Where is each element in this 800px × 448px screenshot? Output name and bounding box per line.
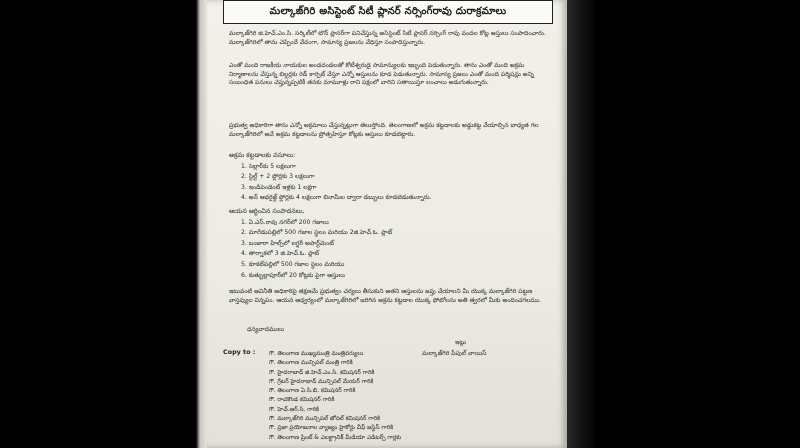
list-item: 2. మారేడుపల్లిలో 500 గజాల స్థలం మరియు 2జి.హెచ్.ఓ. ప్లాట్ [241, 229, 393, 237]
list-item: గౌ. హైదరాబాద్ జి.హెచ్.ఎం.సి. కమిషనర్ గారికి [269, 369, 375, 376]
list-item: గౌ. హెచ్.ఆర్.సి. గారికి [269, 406, 320, 413]
sign-name: మల్కాజ్‌గిరి పీపుల్ వాయిస్ [422, 350, 487, 357]
paragraph-details: ఎంతో మంది రాజకీయ నాయకుల అండదండలతో కోటీశ్వరుడై సామాన్యులకు ఇబ్బంది పెడుతున్నారు. తాను ఎంతో మంది అక్రమ నిర్మాణాలను చేస్తున్న బిల్డర్లకు రెడ్ కార్పెట్ వేస్తూ ఎన్నో ఆస్తులను కూడ పెడుతున్నారు. సామాన్య ప్రజలు ఎంతో మంది పర్మిషన్లు అన్ని సంబంధిత పనులు చెప్తున్నప్పటికీ తనకు మామూళ్లు రాని పక్షంలో వారిని సతాయిస్తూ లంచాలు అడుగుతున్నారు. [229, 62, 535, 87]
thanks-text: ధన్యవాదములు [247, 326, 284, 333]
list-item: 4. అన్ ఆథరైజ్డ్ ఫ్లోర్లకు 4 లక్షలుగా బినామీల ద్వారా డబ్బులు కూడబెడుతున్నారు. [241, 194, 432, 202]
charges-heading: అక్రమ కట్టడాలకు వసూలు: [229, 151, 296, 159]
list-item: 4. తార్నాకలో 3 జి.హెచ్.ఓ. ప్లాట్ [241, 250, 320, 258]
copy-to-label: Copy to : [223, 348, 256, 356]
printed-letter [207, 0, 567, 448]
paragraph-closing: ఇటువంటి అవినీతి అధికారిపై తక్షణమే ప్రభుత్వం చర్యలు తీసుకుని అతని ఆస్తులను జప్తు చేయాలని మీ యొక్క మల్కాజ్‌గిరి పట్టణ వాస్తవ్యుల విన్నపం. ఆయన ఆధ్వర్యంలో మల్కాజ్‌గిరిలో జరిగిన అక్రమ కట్టడాల యొక్క ఫోటోలను అతి త్వరలో మీకు అందించగలము. [229, 288, 541, 304]
dark-background-left [0, 0, 207, 448]
list-item: గౌ. రాచకొండ కమిషనర్ గారికి [269, 397, 335, 404]
paragraph-accusation: ప్రభుత్వ అధికారిగా తాను ఎన్నో అక్రమాలు చేస్తున్నట్లుగా తెలుస్తోంది. తెలంగాణలో అక్రమ కట్టడాలకు అడ్డుకట్ట వేయాల్సిన బాధ్యత గల మల్కాజ్‌గిరిలో అవే అక్రమ కట్టడాలను ప్రోత్సహిస్తూ కోట్లకు ఆస్తులు కూడబెట్టారు. [229, 122, 539, 138]
paragraph-intro: మల్కాజ్‌గిరి జి.హెచ్.ఎం.సి. సర్కిల్‌లో టౌన్ ప్లానర్‌గా పనిచేస్తున్న అసిస్టెంట్ సిటీ ప్లానర్ నర్సింగ్ రావు వందల కోట్ల ఆస్తులు సంపాదించారు. మల్కాజ్‌గిరిలో తాను చెప్పిందే వేదంగా, సామాన్య ప్రజలను వేధిస్తూ సంపాదిస్తున్నారు. [229, 30, 546, 46]
list-item: 5. కూకట్‌పల్లిలో 500 గజాల స్థలం మరియు [241, 260, 345, 268]
list-item: 1. ఏ.ఎస్.రావు నగర్‌లో 200 గజాలు [241, 218, 329, 226]
list-item: గౌ. తెలంగాణ మున్సిపల్ మంత్రి గారికి [269, 360, 353, 367]
letter-title: మల్కాజ్‌గిరి అసిస్టెంట్ సిటీ ప్లానర్ నర్సింగ్‌రావు దురాక్రమాలు [223, 0, 553, 24]
charges-list [229, 163, 547, 203]
assets-heading: ఆయన ఆర్జించిన సంపాదనలు, [229, 207, 305, 215]
charges-section [229, 151, 547, 205]
list-item: గౌ. ప్రజా ప్రయోజనాల వ్యాజ్యం హైకోర్టు చీఫ్ జస్టిస్ గారికి [269, 425, 394, 432]
list-item: గౌ. తెలంగాణ ఏ.సి.బి. కమిషనర్ గారికి [269, 388, 356, 395]
list-item: 2. స్టిల్ట్ + 2 ఫ్లోర్లకు 3 లక్షలుగా [241, 173, 315, 181]
dark-background-right [567, 0, 800, 448]
assets-list [229, 219, 547, 281]
list-item: 6. కుత్బుల్లాపూర్‌లో 20 కోట్లకు పైగా ఆస్తులు [241, 271, 345, 279]
list-item: గౌ. తెలంగాణ ముఖ్యమంత్రి మంత్రివర్యులు [269, 351, 364, 357]
copy-to-list [269, 350, 401, 443]
sign-prefix: ఇట్లు [455, 339, 467, 346]
list-item: గౌ. మల్కాజ్‌గిరి మున్సిపల్ జోనల్ కమిషనర్ గారికి [269, 416, 381, 423]
assets-section [229, 207, 547, 282]
list-item: గౌ. గ్రేటర్ హైదరాబాద్ మున్సిపల్ మేయర్ గారికి [269, 378, 374, 385]
list-item: 3. బంజారా హిల్స్‌లో లగ్జరీ అపార్ట్‌మెంట్ [241, 239, 335, 247]
list-item: గౌ. తెలంగాణ ప్రింట్ & ఎలక్ట్రానిక్ మీడియా ఎడిటర్స్ గార్లకు [269, 434, 402, 441]
list-item: 3. ఇండిపెండెంట్ ఇళ్లకు 1 లక్షగా [241, 183, 317, 191]
list-item: 1. సెల్లార్‌కు 5 లక్షలుగా [241, 162, 296, 170]
